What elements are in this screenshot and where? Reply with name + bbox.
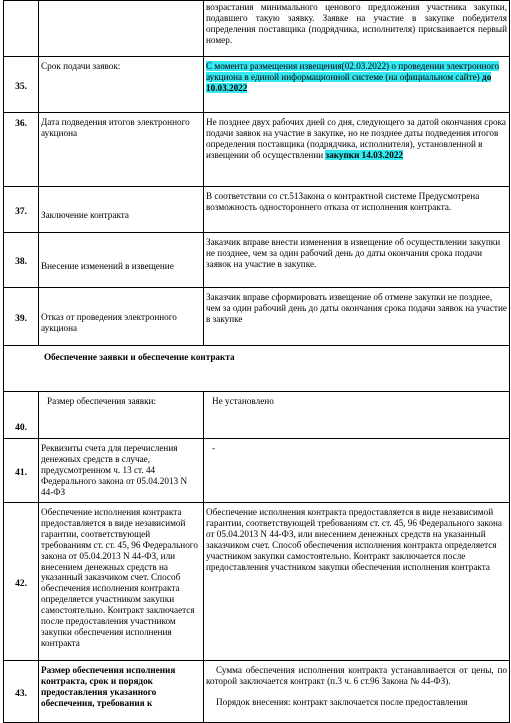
row-content — [204, 113, 510, 187]
row-label: Реквизиты счета для перечисления денежных средств в случае, предусмотренном ч. 13 ст. 44 Федерального закона от 05.04.2013 N 44-ФЗ — [39, 439, 204, 503]
table-row — [4, 661, 510, 723]
document-page — [3, 0, 509, 723]
procurement-table — [3, 0, 510, 723]
row-content: Заказчик вправе внести изменения в извещение об осуществлении закупки не позднее, чем за один рабочий день до даты окончания срока подачи заявок на участие в закупке. — [204, 233, 510, 288]
content-paragraph: Сумма обеспечения исполнения контракта устанавливается от цены, по которой заключается контракт (п.3 ч. 6 ст.96 Закона № 44-ФЗ). — [206, 665, 507, 686]
table-row — [4, 439, 510, 503]
content-text: Не позднее двух рабочих дней со дня, следующего за датой окончания срока подачи заявок на участие в закупке, но не позднее даты подведения итогов определения поставщика (подрядчика, исполнителя), установленной в извещении об осуществлении — [206, 117, 506, 160]
row-number: 39. — [4, 288, 39, 346]
row-label: Обеспечение исполнения контракта предоставляется в виде независимой гарантии, соответствующей требованиям ст. ст. 45, 96 Федерального закона от 05.04.2013 N 44-ФЗ, или внесением денежных средств на указанный заказчиком счет. Способ обеспечения исполнения контракта определяется участником закупки самостоятельно. Контракт заключается после предоставления участником закупки обеспечения исполнения контракта — [39, 503, 204, 661]
highlighted-date: закупки 14.03.2022 — [325, 149, 404, 160]
row-number: 37. — [4, 187, 39, 233]
table-row — [4, 1, 510, 57]
row-number: 41. — [4, 439, 39, 503]
row-content: возрастания минимального ценового предложения участника закупки, подавшего такую заявку. Заявке на участие в закупке победителя определения поставщика (подрядчика, исполнителя) присваивается первый номер. — [204, 1, 510, 57]
row-label — [39, 1, 204, 57]
row-label: Заключение контракта — [39, 187, 204, 233]
row-content — [204, 661, 510, 723]
row-label: Отказ от проведения электронного аукциона — [39, 288, 204, 346]
table-row — [4, 187, 510, 233]
row-content: В соответствии со ст.51Закона о контрактной системе Предусмотрена возможность одностороннего отказа от исполнения контракта. — [204, 187, 510, 233]
row-content — [204, 57, 510, 113]
row-label: Размер обеспечения исполнения контракта, срок и порядок предоставления указанного обеспечения, требования к — [39, 661, 204, 723]
table-row — [4, 503, 510, 661]
row-content: Обеспечение исполнения контракта предоставляется в виде независимой гарантии, соответствующей требованиям ст. ст. 45, 96 Федерального закона от 05.04.2013 N 44-ФЗ, или внесением денежных средств на указанный заказчиком счет. Способ обеспечения исполнения контракта определяется участником закупки самостоятельно. Контракт заключается после предоставления участником закупки обеспечения исполнения контракта — [204, 503, 510, 661]
row-label: Размер обеспечения заявки: — [39, 392, 204, 439]
row-content: - — [204, 439, 510, 503]
row-number: 38. — [4, 233, 39, 288]
content-paragraph: Порядок внесения: контракт заключается после предоставления — [216, 696, 468, 707]
row-label: Срок подачи заявок: — [39, 57, 204, 113]
section-row — [4, 346, 510, 392]
row-number: 40. — [4, 392, 39, 439]
row-number: 42. — [4, 503, 39, 661]
row-number: 43. — [4, 661, 39, 723]
table-row — [4, 392, 510, 439]
row-label: Дата подведения итогов электронного аукциона — [39, 113, 204, 187]
table-row — [4, 288, 510, 346]
table-row — [4, 57, 510, 113]
row-label: Внесение изменений в извещение — [39, 233, 204, 288]
table-row — [4, 233, 510, 288]
row-number: 35. — [4, 57, 39, 113]
row-content: Не установлено — [204, 392, 510, 439]
highlighted-text: С момента размещения извещения(02.03.2022) о проведении электронного аукциона в единой информационной системе (на официальном сайте) — [206, 61, 500, 82]
highlighted-date: до 10.03.2022 — [206, 71, 492, 93]
row-content: Заказчик вправе сформировать извещение об отмене закупки не позднее, чем за один рабочий день до даты окончания срока подачи заявок на участие в закупке — [204, 288, 510, 346]
row-number — [4, 1, 39, 57]
row-number: 36. — [4, 113, 39, 187]
table-row — [4, 113, 510, 187]
section-heading: Обеспечение заявки и обеспечение контракта — [4, 346, 510, 392]
